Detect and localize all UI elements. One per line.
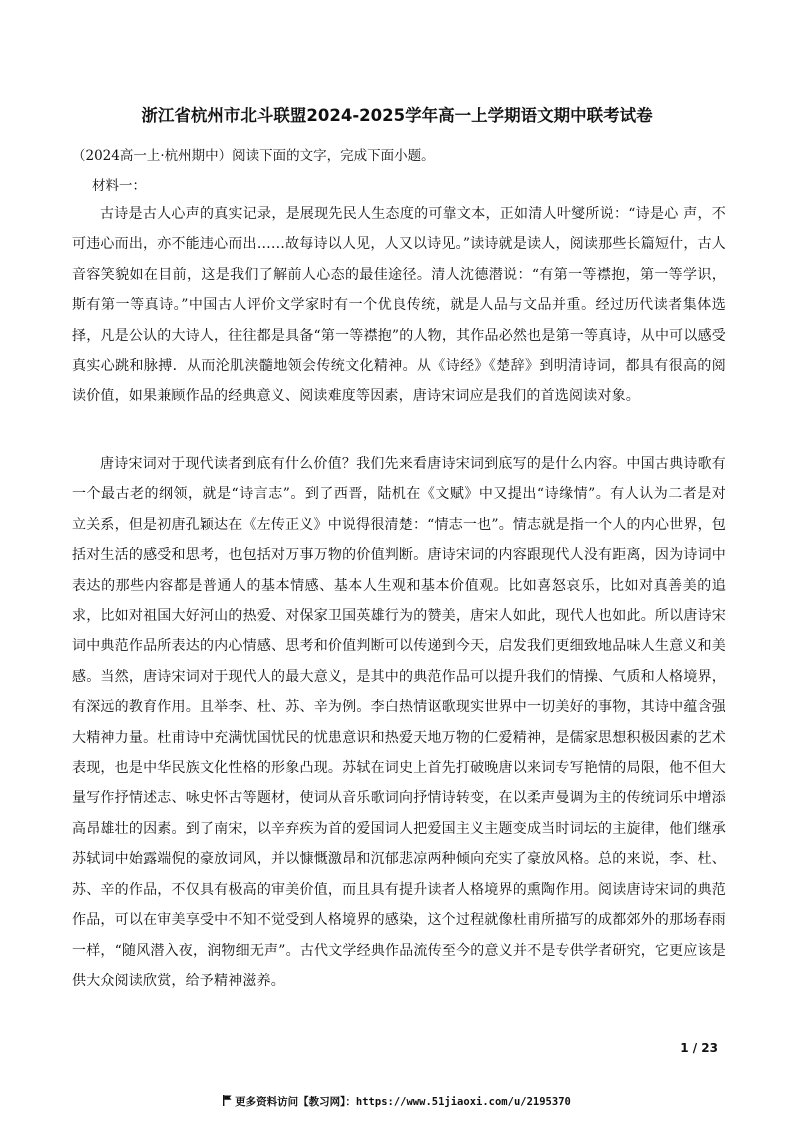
flag-icon: [223, 1095, 232, 1106]
body-paragraph: 古诗是古人心声的真实记录，是展现先民人生态度的可靠文本，正如清人叶燮所说：“诗是心 声，不可违心而出，亦不能违心而出……故每诗以人见，人又以诗见。”读诗就是读人，阅读那些长篇短什，古人音容笑貌如在目前，这是我们了解前人心态的最佳途径。清人沈德潜说：“有第一等襟抱，第一等学识，斯有第一等真诗。”中国古人评价文学家时有一个优良传统，就是人品与文品并重。经过历代读者集体选择，凡是公认的大诗人，往往都是具备“第一等襟抱”的人物，其作品必然也是第一等真诗，从中可以感受真实心跳和脉搏．从而沦肌浃髓地领会传统文化精神。从《诗经》《楚辞》到明清诗词，都具有很高的阅读价值，如果兼顾作品的经典意义、阅读难度等因素，唐诗宋词应是我们的首选阅读对象。: [72, 206, 726, 405]
page-number: 1 / 23: [680, 1041, 718, 1055]
question-intro: （2024高一上·杭州期中）阅读下面的文字，完成下面小题。: [72, 148, 435, 164]
page-title: 浙江省杭州市北斗联盟2024-2025学年高一上学期语文期中联考试卷: [141, 106, 653, 125]
footer-link[interactable]: [0, 1094, 794, 1110]
body-paragraph: 唐诗宋词对于现代读者到底有什么价值？我们先来看唐诗宋词到底写的是什么内容。中国古典诗歌有一个最古老的纲领，就是“诗言志”。到了西晋，陆机在《文赋》中又提出“诗缘情”。有人认为二者是对立关系，但是初唐孔颖达在《左传正义》中说得很清楚：“情志一也”。情志就是指一个人的内心世界，包括对生活的感受和思考，也包括对万事万物的价值判断。唐诗宋词的内容跟现代人没有距离，因为诗词中表达的那些内容都是普通人的基本情感、基本人生观和基本价值观。比如喜怒哀乐，比如对真善美的追求，比如对祖国大好河山的热爱、对保家卫国英雄行为的赞美，唐宋人如此，现代人也如此。所以唐诗宋词中典范作品所表达的内心情感、思考和价值判断可以传递到今天，启发我们更细致地品味人生意义和美感。当然，唐诗宋词对于现代人的最大意义，是其中的典范作品可以提升我们的情操、气质和人格境界，有深远的教育作用。且举李、杜、苏、辛为例。李白热情讴歌现实世界中一切美好的事物，其诗中蕴含强大精神力量。杜甫诗中充满忧国忧民的忧患意识和热爱天地万物的仁爱精神，是儒家思想积极因素的艺术表现，也是中华民族文化性格的形象凸现。苏轼在词史上首先打破晚唐以来词专写艳情的局限，他不但大量写作抒情述志、咏史怀古等题材，使词从音乐歌词向抒情诗转变，在以柔声曼调为主的传统词乐中增添高昂雄壮的因素。到了南宋，以辛弃疾为首的爱国词人把爱国主义主题变成当时词坛的主旋律，他们继承苏轼词中始露端倪的豪放词风，并以慷慨激昂和沉郁悲凉两种倾向充实了豪放风格。总的来说，李、杜、苏、辛的作品，不仅具有极高的审美价值，而且具有提升读者人格境界的熏陶作用。阅读唐诗宋词的典范作品，可以在审美享受中不知不觉受到人格境界的感染，这个过程就像杜甫所描写的成都郊外的那场春雨一样，“随风潜入夜，润物细无声”。古代文学经典作品流传至今的意义并不是专供学者研究，它更应该是供大众阅读欣赏，给予精神滋养。: [72, 456, 726, 989]
material-label: 材料一：: [92, 178, 146, 194]
footer-link-text[interactable]: 更多资料访问【教习网】：https://www.51jiaoxi.com/u/2195370: [235, 1096, 571, 1108]
